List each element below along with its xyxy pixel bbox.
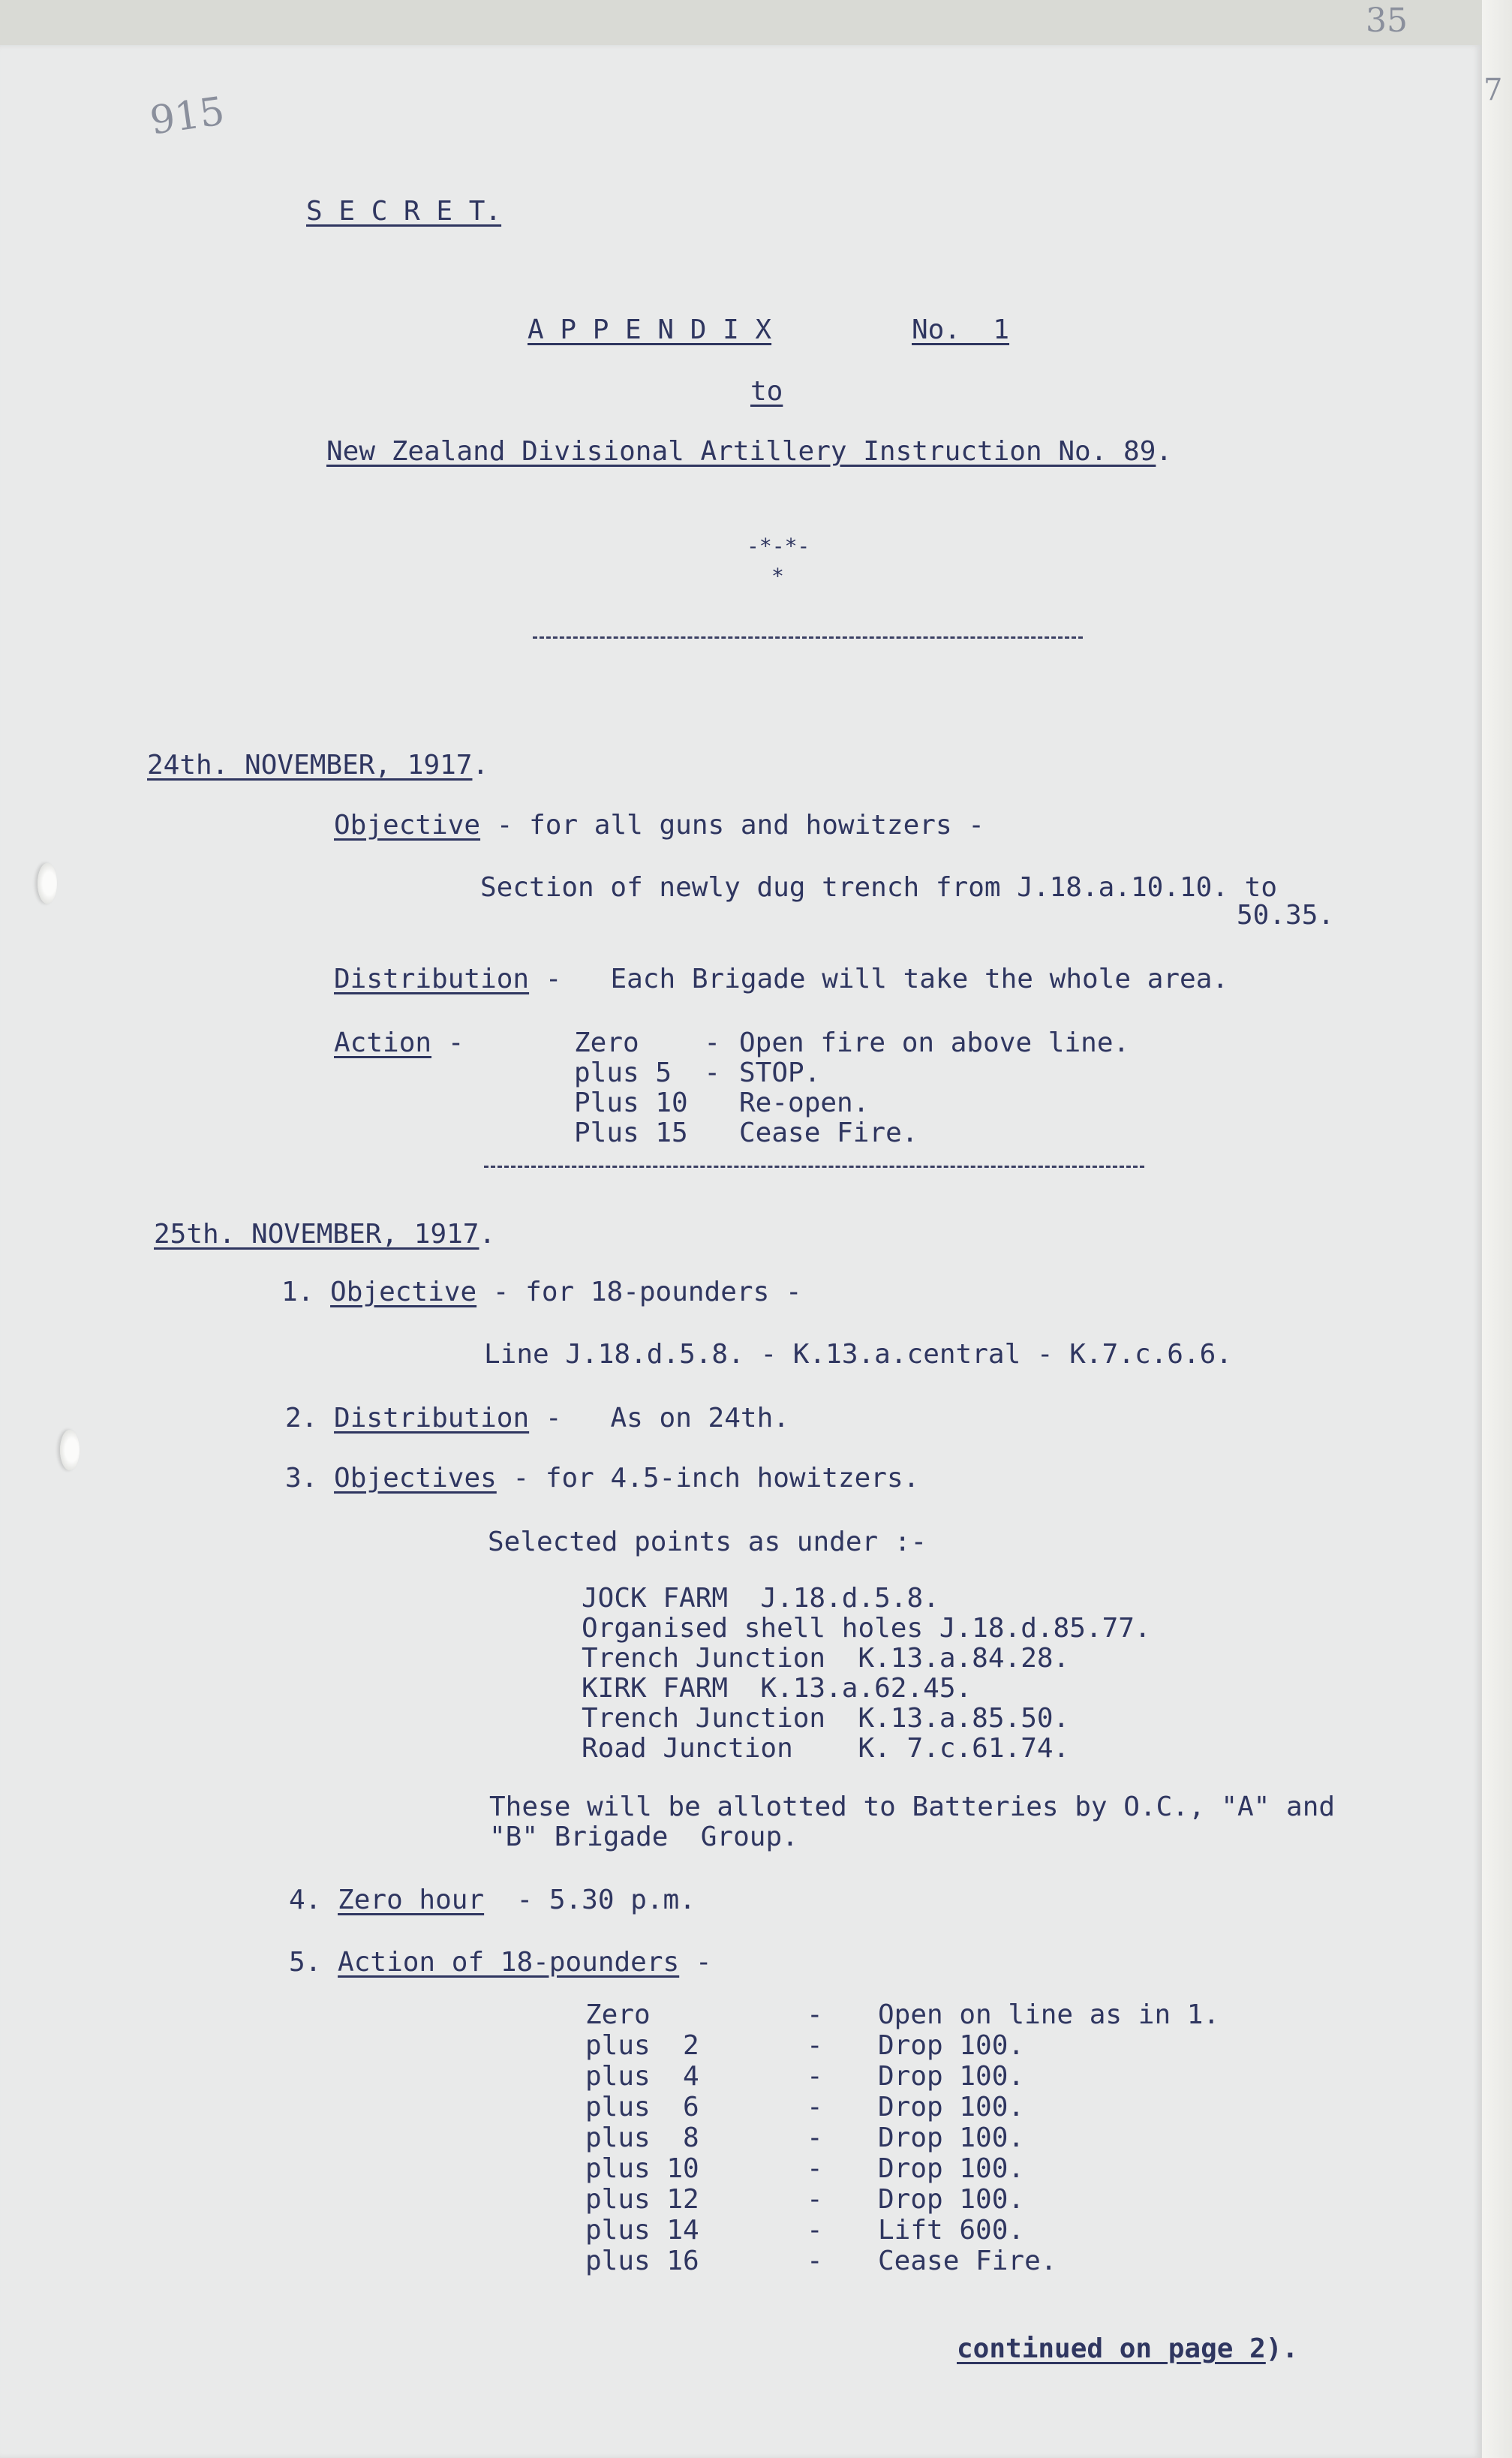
schedule-dash: - [807, 2184, 823, 2215]
schedule-dash: - [807, 2123, 823, 2153]
list-item: JOCK FARM J.18.d.5.8. [582, 1583, 939, 1614]
schedule-time: plus 12 [585, 2184, 699, 2215]
s24-row-time: Zero - [574, 1027, 721, 1058]
schedule-dash: - [807, 2215, 823, 2246]
schedule-dash: - [807, 2061, 823, 2092]
ornament-line-1: -*-*- [747, 534, 810, 558]
s25-selected-intro: Selected points as under :- [488, 1527, 927, 1557]
instruction-title: New Zealand Divisional Artillery Instruction No. 89. [326, 436, 1173, 467]
s25-allot-line-1: These will be allotted to Batteries by O.C., "A" and [489, 1792, 1336, 1822]
schedule-time: plus 6 [585, 2092, 699, 2123]
schedule-text: Drop 100. [878, 2184, 1025, 2215]
list-item: KIRK FARM K.13.a.62.45. [582, 1673, 972, 1704]
s25-item-3: 3. Objectives - for 4.5-inch howitzers. [285, 1463, 920, 1494]
punch-hole-bottom [60, 1430, 80, 1470]
schedule-dash: - [807, 2246, 823, 2276]
s25-objective-line: Line J.18.d.5.8. - K.13.a.central - K.7.c.6.6. [484, 1339, 1232, 1370]
ornament-line-2: * [771, 564, 784, 588]
s24-row-text: Re-open. [739, 1088, 870, 1118]
appendix-number: No. 1 [912, 314, 1010, 345]
list-item: Organised shell holes J.18.d.85.77. [582, 1613, 1151, 1644]
schedule-text: Drop 100. [878, 2153, 1025, 2184]
s24-objective-detail-1: Section of newly dug trench from J.18.a.10.10. to [480, 872, 1278, 903]
appendix-to: to [750, 376, 783, 407]
schedule-text: Open on line as in 1. [878, 1999, 1220, 2030]
s24-row-time: plus 5 - [574, 1058, 721, 1088]
folio-number: 915 [147, 89, 227, 144]
edge-mark: 7 [1483, 73, 1503, 107]
schedule-text: Cease Fire. [878, 2246, 1057, 2276]
schedule-dash: - [807, 1999, 823, 2030]
schedule-time: plus 2 [585, 2030, 699, 2061]
schedule-time: plus 10 [585, 2153, 699, 2184]
s24-objective: Objective - for all guns and howitzers - [334, 810, 984, 841]
s24-row-text: Open fire on above line. [739, 1027, 1130, 1058]
schedule-time: plus 8 [585, 2123, 699, 2153]
page-number: 35 [1366, 2, 1408, 40]
s25-item-5: 5. Action of 18-pounders - [289, 1947, 712, 1978]
schedule-text: Drop 100. [878, 2123, 1025, 2153]
schedule-text: Drop 100. [878, 2092, 1025, 2123]
section-24-divider [484, 1166, 1144, 1168]
punch-hole-top [38, 863, 57, 904]
s24-row-text: STOP. [739, 1058, 821, 1088]
classification: S E C R E T. [306, 196, 502, 227]
schedule-time: Zero [585, 1999, 651, 2030]
continued-note: continued on page 2). [957, 2333, 1299, 2364]
s24-row-text: Cease Fire. [739, 1118, 918, 1148]
schedule-time: plus 4 [585, 2061, 699, 2092]
schedule-text: Drop 100. [878, 2030, 1025, 2061]
s24-action: Action - [334, 1027, 464, 1058]
section-24-heading: 24th. NOVEMBER, 1917. [147, 750, 489, 781]
section-25-heading: 25th. NOVEMBER, 1917. [154, 1219, 496, 1250]
list-item: Trench Junction K.13.a.84.28. [582, 1643, 1070, 1674]
s24-row-time: Plus 10 [574, 1088, 688, 1118]
schedule-text: Lift 600. [878, 2215, 1025, 2246]
schedule-time: plus 14 [585, 2215, 699, 2246]
schedule-dash: - [807, 2030, 823, 2061]
s25-item-4: 4. Zero hour - 5.30 p.m. [289, 1885, 696, 1915]
page-edge [1482, 0, 1512, 2458]
schedule-dash: - [807, 2092, 823, 2123]
appendix-title: A P P E N D I X [528, 314, 772, 345]
s25-item-2: 2. Distribution - As on 24th. [285, 1403, 789, 1434]
document-page [0, 45, 1482, 2458]
schedule-dash: - [807, 2153, 823, 2184]
s25-allot-line-2: "B" Brigade Group. [489, 1822, 798, 1852]
s24-objective-detail-2: 50.35. [1237, 900, 1335, 931]
list-item: Trench Junction K.13.a.85.50. [582, 1703, 1070, 1734]
s24-distribution: Distribution - Each Brigade will take the whole area. [334, 964, 1229, 994]
s25-item-1: 1. Objective - for 18-pounders - [281, 1277, 802, 1307]
list-item: Road Junction K. 7.c.61.74. [582, 1733, 1070, 1764]
s24-row-time: Plus 15 [574, 1118, 688, 1148]
schedule-time: plus 16 [585, 2246, 699, 2276]
title-divider [533, 636, 1083, 639]
schedule-text: Drop 100. [878, 2061, 1025, 2092]
